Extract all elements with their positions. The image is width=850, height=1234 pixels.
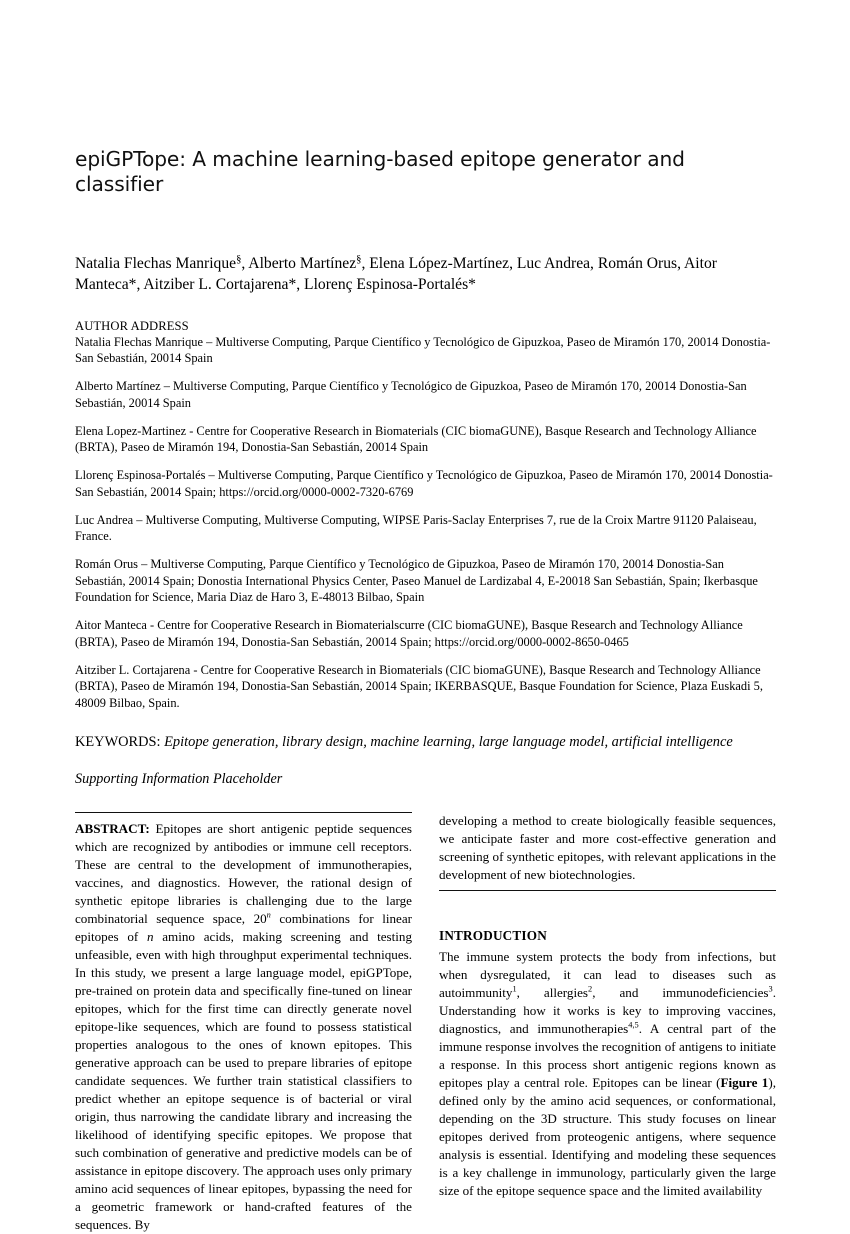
keywords [75, 711, 775, 752]
left-column [75, 812, 412, 1234]
citation-1: 1 [512, 984, 517, 994]
author-address-5: Román Orus – Multiverse Computing, Parque Científico y Tecnológico de Gipuzkoa, Paseo de Miramón 170, 20014 Donostia-San Sebastián, 20014 Spain; Donostia International Physics Center, Paseo Manuel de Lardizabal 4, E-20018 San Sebastián, Spain; Ikerbasque Foundation for Science, Maria Diaz de Haro 3, E-48013 Bilbao, Spain [75, 557, 758, 605]
author-affiliation-marker: § [236, 253, 242, 265]
intro-b: , allergies [516, 985, 589, 1000]
introduction-text [439, 948, 776, 1200]
abstract-italic-n: n [146, 929, 154, 944]
author-list [75, 198, 775, 296]
abstract-part-1c: amino acids, making screening and testing unfeasible, even with high throughput experimental techniques. In this study, we present a large language model, epiGPTope, pre-trained on protein data and specifically fine-tuned on linear epitopes, which for the first time can directly generate novel epitope-like sequences, which are found to possess statistical properties analogous to the ones of known epitopes. This generative approach can be used to prepare libraries of epitope candidate sequences. We further train statistical classifiers to predict whether an epitope sequence is of bacterial or viral origin, thus narrowing the candidate library and increasing the likelihood of identifying specific epitopes. We propose that such combination of generative and predictive models can be of assistance in epitope discovery. The approach uses only primary amino acid sequences of linear epitopes, bypassing the need for a geometric framework or hand-crafted features of the sequences. By [75, 929, 413, 1232]
author-address-4: Luc Andrea – Multiverse Computing, Multiverse Computing, WIPSE Paris-Saclay Enterprises 7, rue de la Croix Martre 91120 Palaiseau, France. [75, 512, 757, 544]
abstract-text [75, 820, 412, 1234]
citation-4-5: 4,5 [628, 1020, 639, 1030]
keywords-label: KEYWORDS: [75, 734, 161, 751]
intro-d: . Understanding how it works is key to improving vaccines, diagnostics, and immunotherapies [439, 985, 776, 1036]
author-address-0: Natalia Flechas Manrique – Multiverse Computing, Parque Científico y Tecnológico de Gipuzkoa, Paseo de Miramón 170, 20014 Donostia-San Sebastián, 20014 Spain [75, 334, 771, 366]
author-line-2: Manteca*, Aitziber L. Cortajarena*, Llorenç Espinosa-Portalés* [75, 276, 476, 294]
abstract-part-1b: combinations for linear epitopes of [75, 911, 413, 944]
right-column [439, 812, 776, 1234]
supporting-information-placeholder: Supporting Information Placeholder [75, 770, 283, 787]
author-address-2: Elena Lopez-Martinez - Centre for Cooperative Research in Biomaterials (CIC biomaGUNE), Basque Research and Technology Alliance (BRTA), Paseo de Miramón 194, Donostia-San Sebastián, 20014 Spain [75, 423, 757, 455]
author-line-1: Natalia Flechas Manrique§, Alberto Martínez§, Elena López-Martínez, Luc Andrea, Román Orus, Aitor [75, 253, 717, 272]
author-address-1: Alberto Martínez – Multiverse Computing, Parque Científico y Tecnológico de Gipuzkoa, Paseo de Miramón 170, 20014 Donostia-San Sebastián, 20014 Spain [75, 379, 747, 410]
citation-3: 3 [768, 984, 773, 994]
keywords-list: Epitope generation, library design, machine learning, large language model, artificial intelligence [160, 734, 733, 751]
abstract-part-1a: Epitopes are short antigenic peptide sequences which are recognized by antibodies or immune cell receptors. These are central to the development of immunotherapies, vaccines, and diagnostics. However, the rational design of synthetic epitope libraries is challenging due to the large combinatorial sequence space, 20 [75, 821, 412, 926]
page-title: epiGPTope: A machine learning-based epitope generator and classifier [75, 147, 685, 197]
intro-a: The immune system protects the body from infections, but when dysregulated, it can lead to diseases such as autoimmunity [439, 949, 776, 1000]
abstract-superscript-n: n [266, 910, 271, 920]
author-affiliation-marker: § [356, 253, 362, 265]
section-heading-introduction: INTRODUCTION [439, 928, 547, 943]
intro-e: . A central part of the immune response involves the recognition of antigens to initiate a response. In this process short antigenic regions known as epitopes play a central role. Epitopes can be linear ( [439, 1021, 776, 1090]
author-address-7: Aitziber L. Cortajarena - Centre for Cooperative Research in Biomaterials (CIC biomaGUNE), Basque Research and Technology Alliance (BRTA), Paseo de Miramón 194, Donostia-San Sebastián, 20014 Spain; IKERBASQUE, Basque Foundation for Science, Plaza Euskadi 5, 48009 Bilbao, Spain. [75, 662, 763, 710]
two-column-body [75, 789, 775, 1234]
author-address-heading: AUTHOR ADDRESS [75, 318, 189, 333]
author-address-3: Llorenç Espinosa-Portalés – Multiverse Computing, Parque Científico y Tecnológico de Gipuzkoa, Paseo de Miramón 170, 20014 Donostia-San Sebastián, 20014 Spain; https://orcid.org/0000-0002-7320-6769 [75, 468, 773, 499]
intro-c: , and immunodeficiencies [592, 985, 769, 1000]
intro-f: ), defined only by the amino acid sequences, or conformational, depending on the 3D structure. This study focuses on linear epitopes derived from proteogenic antigens, where sequence analysis is essential. Identifying and modeling these sequences is a key challenge in immunology, particularly given the large size of the epitope sequence space and the limited availability [439, 1075, 776, 1198]
figure-reference: Figure 1 [720, 1075, 769, 1090]
abstract-top-rule [75, 812, 412, 813]
author-address-6: Aitor Manteca - Centre for Cooperative Research in Biomaterialscurre (CIC biomaGUNE), Basque Research and Technology Alliance (BRTA), Paseo de Miramón 194, Donostia-San Sebastián, 20014 Spain; https://orcid.org/0000-0002-8650-0465 [75, 618, 743, 649]
abstract-label: ABSTRACT: [75, 821, 150, 836]
abstract-continuation: developing a method to create biologically feasible sequences, we anticipate faster and more cost-effective generation and screening of synthetic epitopes, with relevant applications in the development of new biotechnologies. [439, 813, 776, 882]
citation-2: 2 [588, 984, 593, 994]
